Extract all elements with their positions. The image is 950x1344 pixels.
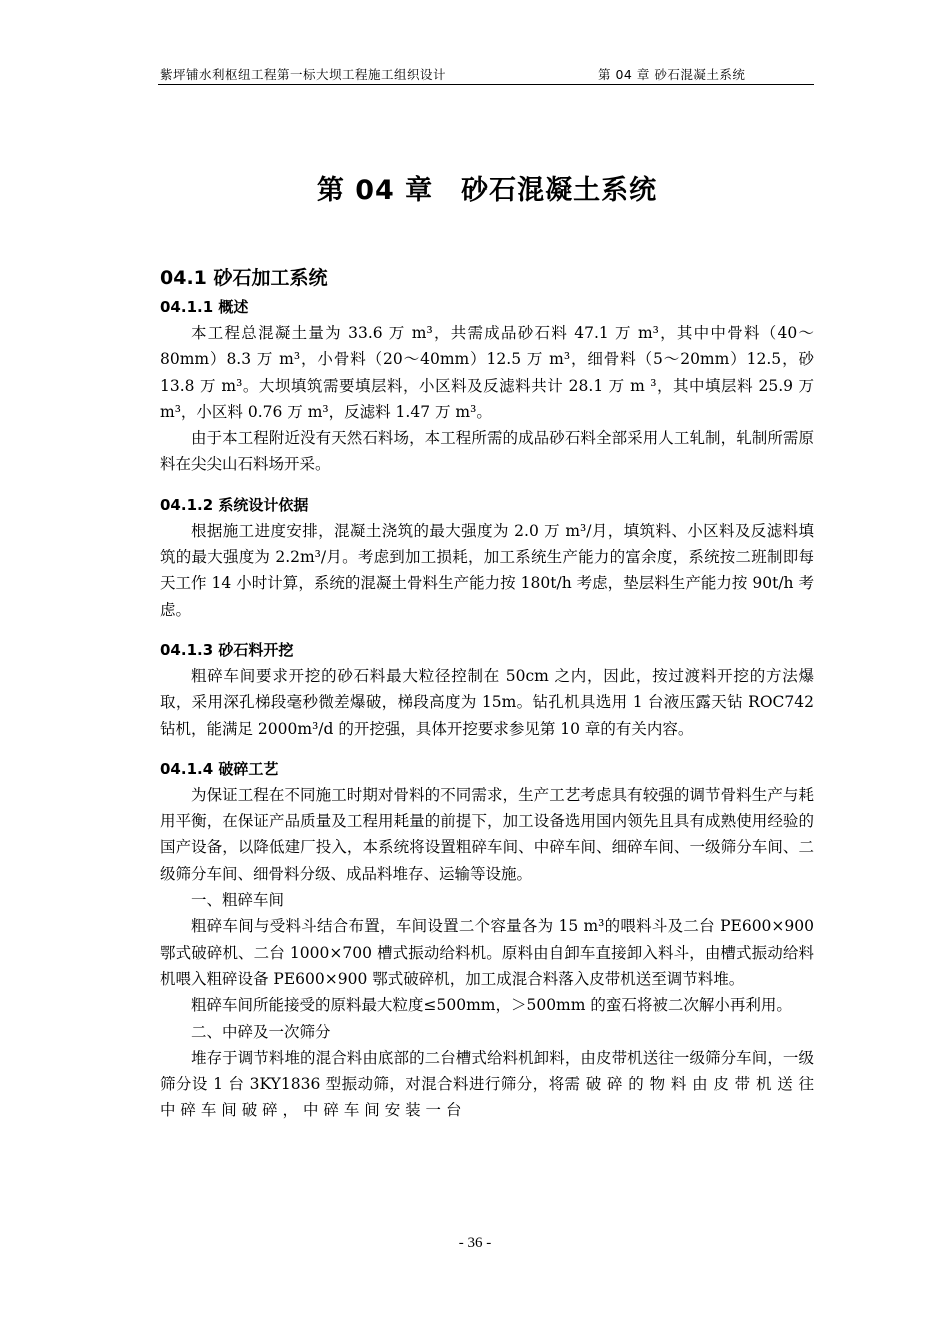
chapter-title: 第 04 章 砂石混凝土系统 [316,175,658,206]
paragraph: 粗碎车间与受料斗结合布置，车间设置二个容量各为 15 m³的喂料斗及二台 PE600×900 鄂式破碎机、二台 1000×700 槽式振动给料机。原料由自卸车直接卸入料斗，由槽式振动给料机喂入粗碎设备 PE600×900 鄂式破碎机，加工成混合料落入皮带机送至调节料堆。 [160,917,814,988]
paragraph: 粗碎车间所能接受的原料最大粒度≤500mm，＞500mm 的蛮石将被二次解小再利用。 [191,996,792,1015]
paragraph: 本工程总混凝土量为 33.6 万 m³，共需成品砂石料 47.1 万 m³，其中中骨料（40～80mm）8.3 万 m³，小骨料（20～40mm）12.5 万 m³，细骨料（5～20mm）12.5，砂 13.8 万 m³。大坝填筑需要填层料，小区料及反滤料共计 28.1 万 m ³，其中填层料 25.9 万 m³，小区料 0.76 万 m³，反滤料 1.47 万 m³。 [160,324,814,421]
subsection-heading-overview: 04.1.1 概述 [160,298,249,316]
header-divider [158,84,814,85]
subsection-heading-excavation: 04.1.3 砂石料开挖 [160,640,294,659]
section-heading: 04.1 砂石加工系统 [160,267,328,289]
paragraph: 为保证工程在不同施工时期对骨料的不同需求，生产工艺考虑具有较强的调节骨料生产与耗用平衡，在保证产品质量及工程用耗量的前提下，加工设备选用国内领先且具有成熟使用经验的国产设备，以降低建厂投入，本系统将设置粗碎车间、中碎车间、细碎车间、一级筛分车间、二级筛分车间、细骨料分级、成品料堆存、运输等设施。 [160,785,814,883]
page-body [160,160,814,1124]
header-chapter-title: 第 04 章 砂石混凝土系统 [598,67,746,82]
page-header [160,62,814,84]
paragraph: 堆存于调节料堆的混合料由底部的二台槽式给料机卸料，由皮带机送往一级筛分车间，一级筛分设 1 台 3KY1836 型振动筛，对混合料进行筛分，将需 破 碎 的 物 料 由 皮 带 机 送 往 中 碎 车 间 破 碎 ， 中 碎 车 间 安 装 一 台 [160,1048,814,1120]
paragraph: 由于本工程附近没有天然石料场，本工程所需的成品砂石料全部采用人工轧制，轧制所需原料在尖尖山石料场开采。 [160,429,814,474]
paragraph: 根据施工进度安排，混凝土浇筑的最大强度为 2.0 万 m³/月，填筑料、小区料及反滤料填筑的最大强度为 2.2m³/月。考虑到加工损耗，加工系统生产能力的富余度，系统按二班制即每天工作 14 小时计算，系统的混凝土骨料生产能力按 180t/h 考虑，垫层料生产能力按 90t/h 考虑。 [160,521,814,619]
subsection-heading-crushing: 04.1.4 破碎工艺 [160,759,279,778]
header-document-title: 紫坪铺水利枢纽工程第一标大坝工程施工组织设计 [160,67,447,82]
paragraph: 粗碎车间要求开挖的砂石料最大粒径控制在 50cm 之内，因此，按过渡料开挖的方法爆取，采用深孔梯段毫秒微差爆破，梯段高度为 15m。钻孔机具选用 1 台液压露天钻 ROC742 钻机，能满足 2000m³/d 的开挖强，具体开挖要求参见第 10 章的有关内容。 [160,666,814,738]
sub-heading-primary-crushing: 一、粗碎车间 [191,891,285,910]
subsection-heading-design-basis: 04.1.2 系统设计依据 [160,495,309,514]
sub-heading-secondary-crushing: 二、中碎及一次筛分 [191,1022,331,1041]
page-number: - 36 - [458,1235,492,1251]
